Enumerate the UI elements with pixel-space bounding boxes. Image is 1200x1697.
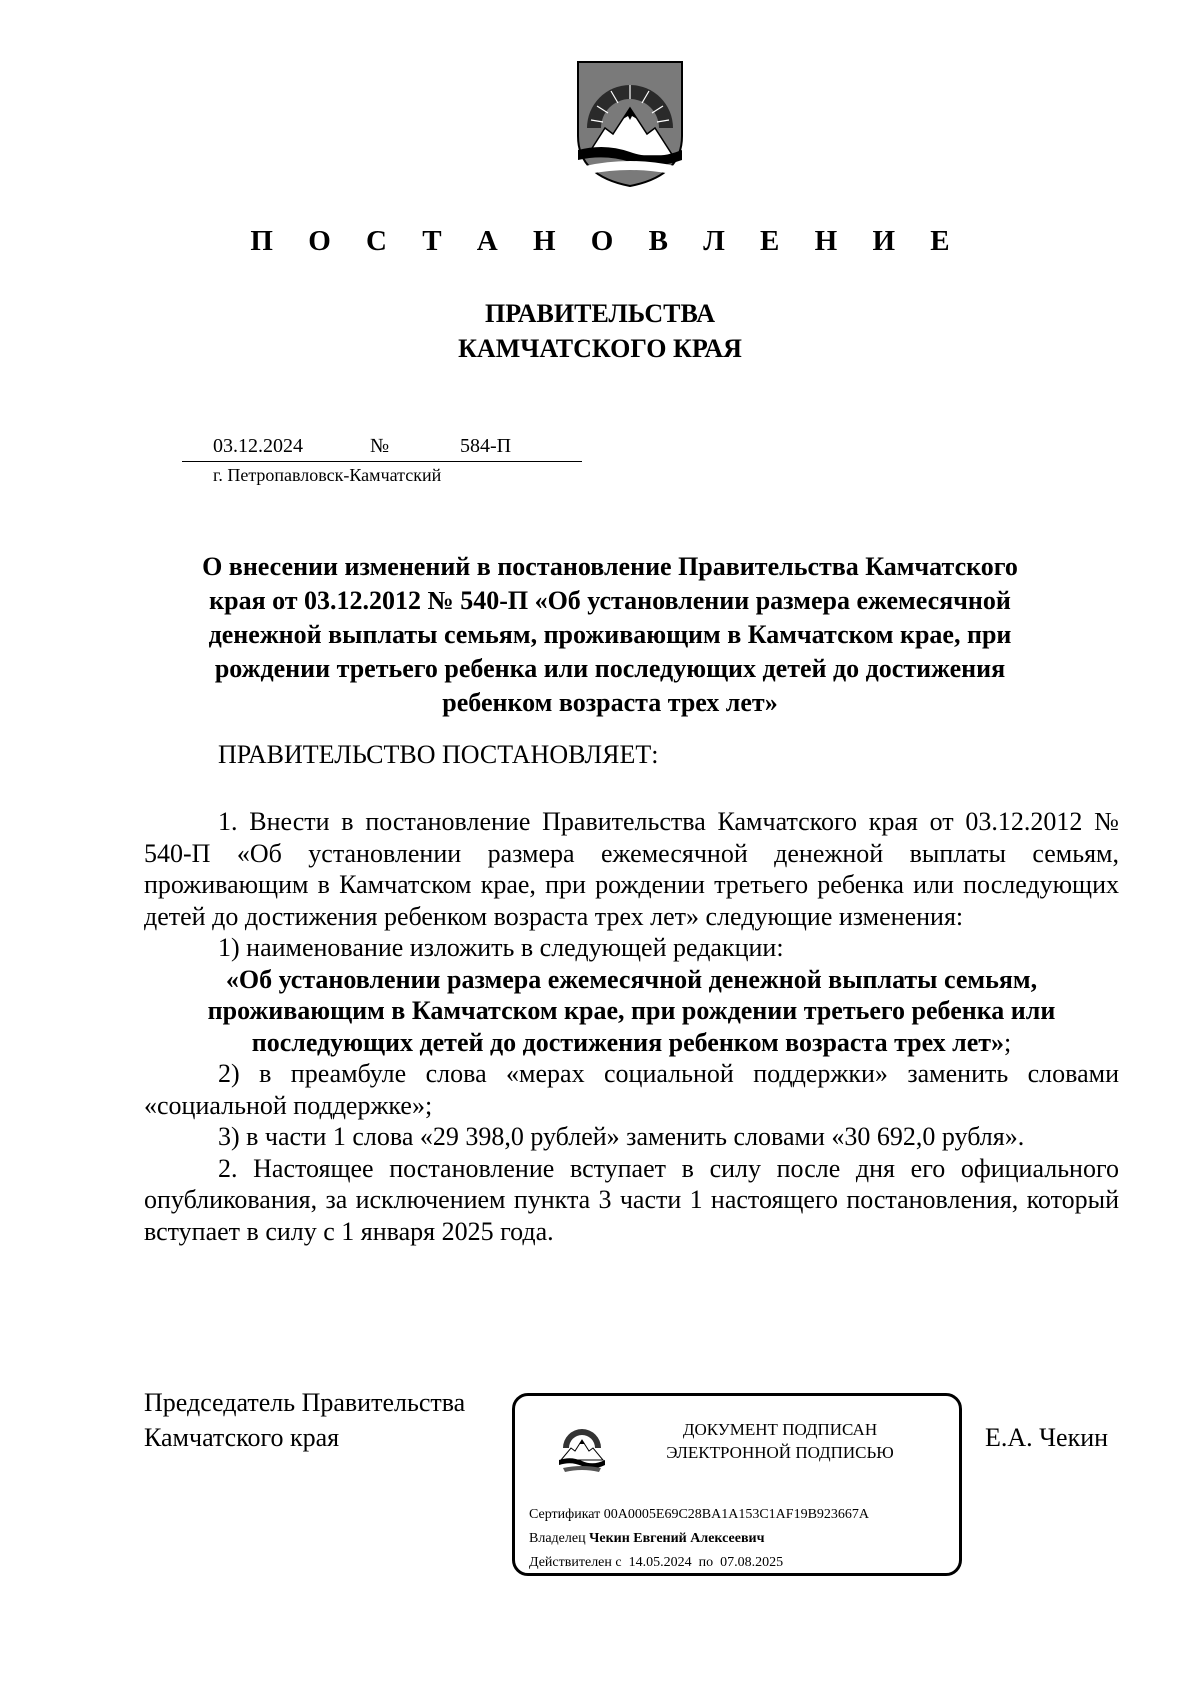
document-number: 584-П: [460, 435, 512, 457]
issuing-organization: [0, 296, 1200, 366]
validity-to: 07.08.2025: [720, 1555, 784, 1570]
subject-line-4: рождении третьего ребенка или последующих детей до достижения: [214, 654, 1006, 683]
owner-label: Владелец: [529, 1531, 586, 1546]
validity-to-label: по: [698, 1555, 714, 1570]
subject-line-5: ребенком возраста трех лет»: [442, 688, 778, 717]
subject-line-2: края от 03.12.2012 № 540-П «Об установлении размера ежемесячной: [209, 586, 1011, 615]
number-sign: №: [370, 435, 390, 457]
document-date: 03.12.2024: [213, 435, 303, 457]
signatory-position: [144, 1385, 465, 1455]
paragraph-2: 2. Настоящее постановление вступает в силу после дня его официального опубликования, за исключением пункта 3 части 1 настоящего постановления, который вступает в силу с 1 января 2025 года.: [144, 1153, 1119, 1246]
stamp-heading: [615, 1418, 945, 1464]
validity-row: [529, 1551, 869, 1575]
paragraph-1-item-3: 3) в части 1 слова «29 398,0 рублей» заменить словами «30 692,0 рубля».: [218, 1122, 1025, 1151]
document-city: г. Петропавловск-Камчатский: [213, 465, 442, 485]
stamp-details: [529, 1503, 869, 1575]
org-line-1: ПРАВИТЕЛЬСТВА: [485, 299, 715, 328]
kamchatka-coat-of-arms-icon: [575, 58, 685, 188]
position-line-1: Председатель Правительства: [144, 1388, 466, 1417]
quoted-title: [144, 964, 1119, 1059]
paragraph-1-item-2: 2) в преамбуле слова «мерах социальной поддержки» заменить словами «социальной поддержке»;: [144, 1059, 1119, 1120]
electronic-signature-stamp: [512, 1393, 962, 1576]
certificate-label: Сертификат: [529, 1507, 601, 1522]
resolution-heading: ПРАВИТЕЛЬСТВО ПОСТАНОВЛЯЕТ:: [218, 740, 659, 769]
document-subject: [150, 550, 1070, 720]
document-body: [144, 806, 1119, 1247]
signatory-name: Е.А. Чекин: [985, 1423, 1109, 1452]
validity-label: Действителен с: [529, 1555, 622, 1570]
stamp-heading-line-1: ДОКУМЕНТ ПОДПИСАН: [682, 1420, 878, 1439]
paragraph-1-item-1: 1) наименование изложить в следующей редакции:: [218, 933, 784, 962]
validity-from: 14.05.2024: [628, 1555, 692, 1570]
stamp-emblem-icon: [557, 1420, 607, 1478]
owner-row: [529, 1527, 869, 1551]
subject-line-1: О внесении изменений в постановление Правительства Камчатского: [202, 552, 1018, 581]
subject-line-3: денежной выплаты семьям, проживающим в Камчатском крае, при: [208, 620, 1012, 649]
owner-value: Чекин Евгений Алексеевич: [589, 1531, 765, 1546]
stamp-heading-line-2: ЭЛЕКТРОННОЙ ПОДПИСЬЮ: [666, 1443, 894, 1462]
quoted-title-line-2: проживающим в Камчатском крае, при рождении третьего ребенка или: [207, 996, 1056, 1025]
document-title: П О С Т А Н О В Л Е Н И Е: [250, 225, 964, 257]
org-line-2: КАМЧАТСКОГО КРАЯ: [458, 334, 742, 363]
date-underline: [182, 461, 582, 462]
paragraph-1: 1. Внести в постановление Правительства Камчатского края от 03.12.2012 № 540-П «Об установлении размера ежемесячной денежной выплаты семьям, проживающим в Камчатском крае, при рождении третьего ребенка или последующих детей до достижения ребенком возраста трех лет» следующие изменения:: [144, 807, 1119, 931]
quoted-title-line-1: «Об установлении размера ежемесячной денежной выплаты семьям,: [225, 964, 1038, 994]
certificate-row: [529, 1503, 869, 1527]
certificate-value: 00A0005E69C28BA1A153C1AF19B923667A: [603, 1507, 870, 1522]
position-line-2: Камчатского края: [144, 1423, 340, 1452]
quoted-title-tail: ;: [1004, 1027, 1012, 1057]
quoted-title-line-3: последующих детей до достижения ребенком возраста трех лет»: [251, 1027, 1005, 1057]
